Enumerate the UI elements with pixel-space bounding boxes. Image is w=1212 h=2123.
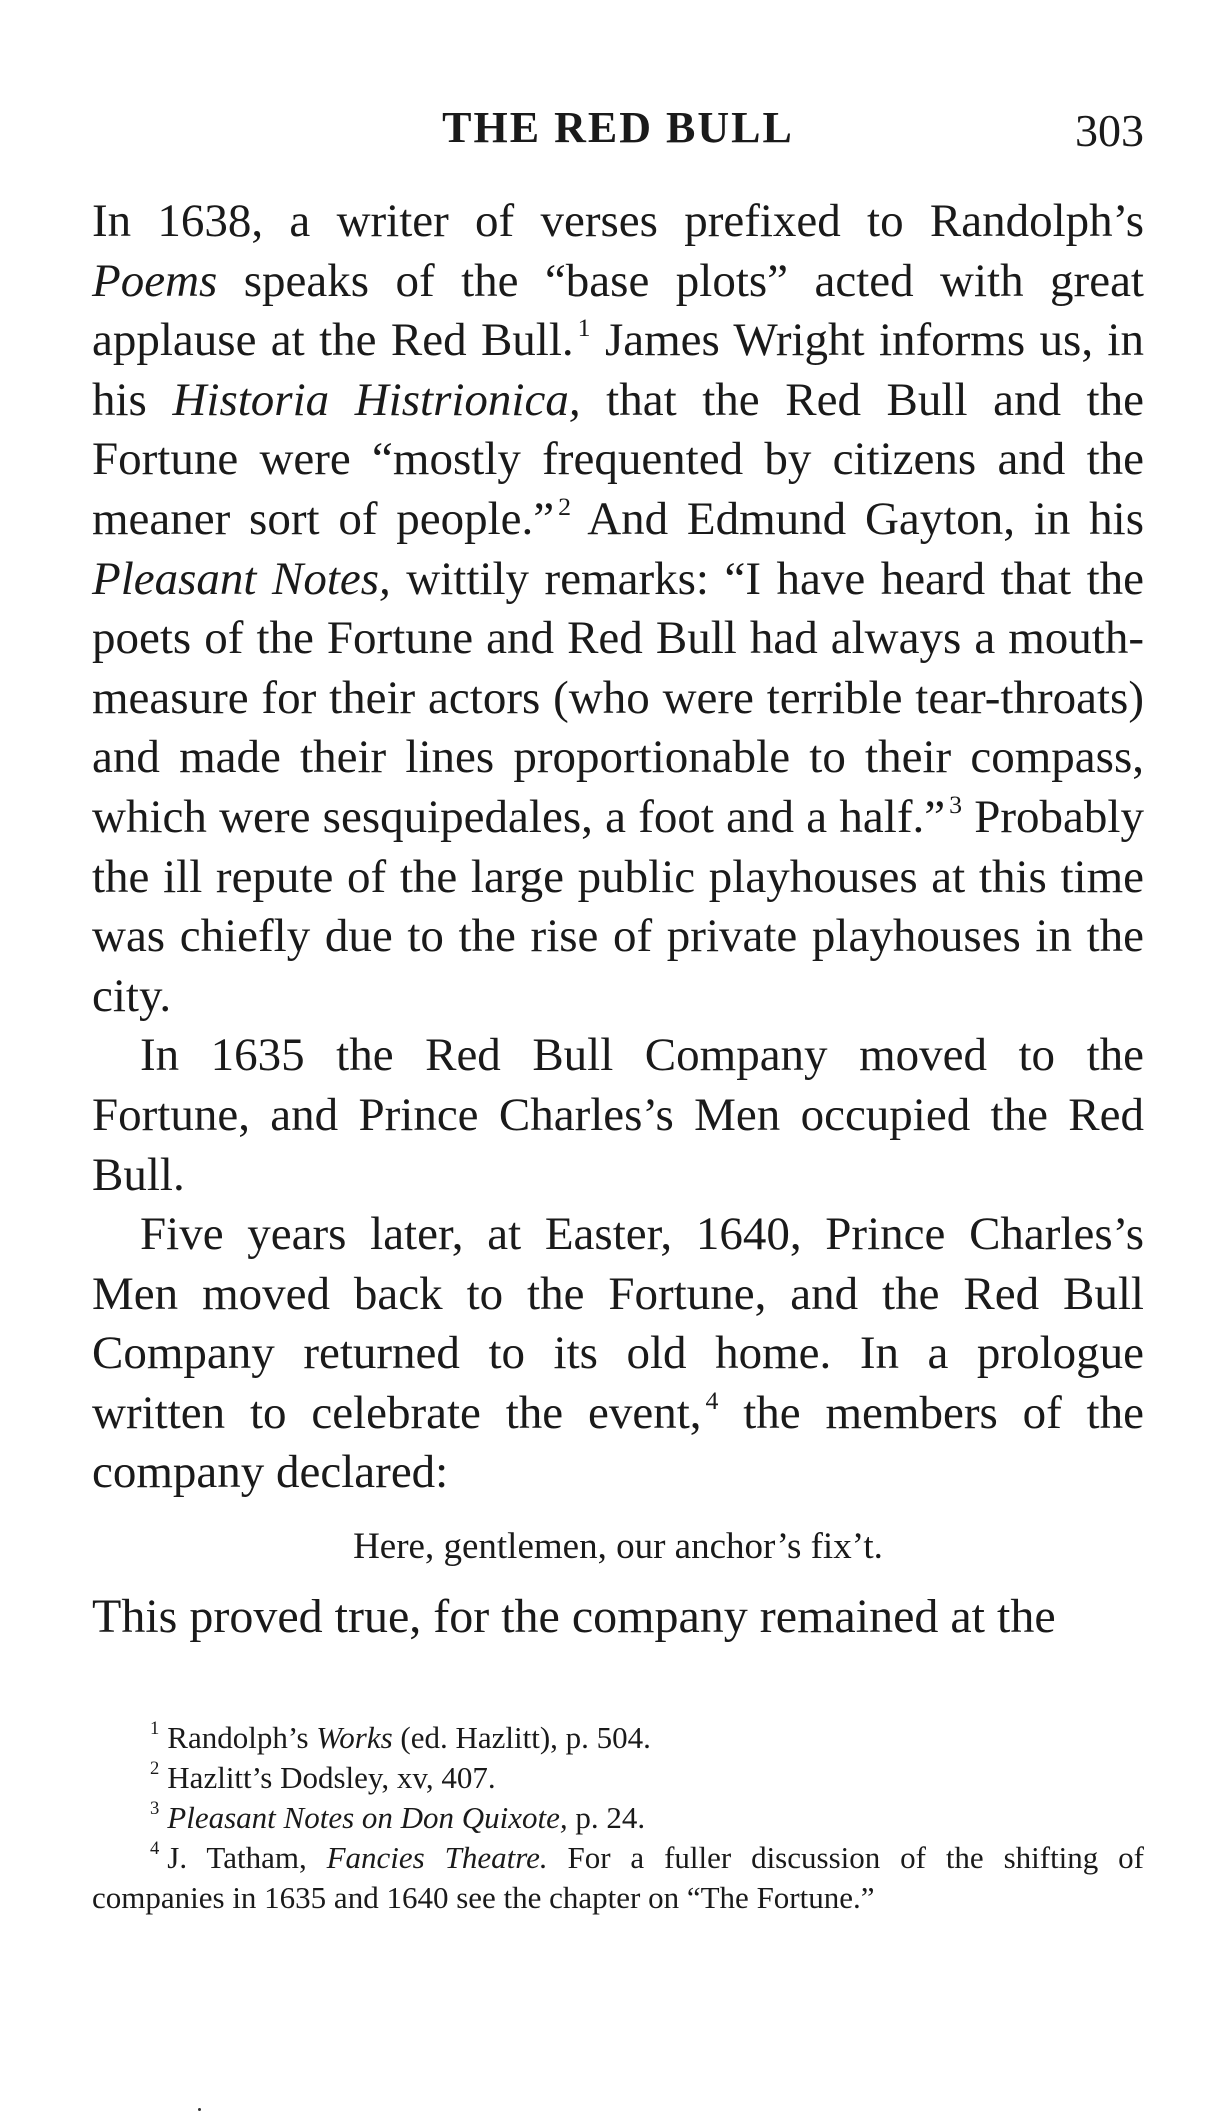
italic-title: Works [316, 1720, 393, 1755]
footnote [92, 1718, 1144, 1758]
text-run: In 1638, a writer of verses prefixed to Randolph’s [92, 195, 1144, 247]
italic-title: Fancies Theatre. [326, 1840, 548, 1875]
paragraph [92, 1205, 1144, 1503]
footnotes [92, 1718, 1144, 1918]
text-run: (ed. Hazlitt), p. 504. [392, 1720, 651, 1755]
text-run: In 1635 the Red Bull Company moved to the Fortune, and Prince Charles’s Men occupied the Red Bull. [92, 1029, 1144, 1201]
text-run: p. 24. [567, 1800, 646, 1835]
footnote-marker: 3 [150, 1798, 160, 1820]
footnote-marker: 1 [150, 1718, 160, 1740]
footnote-reference: 1 [577, 312, 591, 342]
text-run: Probably the ill repute of the large public playhouses at this time was chiefly due to the rise of private playhouses in the city. [92, 790, 1144, 1022]
footnote [92, 1838, 1144, 1918]
page-header [92, 102, 1144, 162]
footnote [92, 1798, 1144, 1838]
text-run: speaks of the “base plots” acted with great applause at the Red Bull. [92, 254, 1144, 367]
paragraph [92, 192, 1144, 1026]
italic-title: Pleasant Notes, [92, 552, 391, 605]
italic-title: Poems [92, 254, 218, 307]
text-run: Randolph’s [167, 1720, 317, 1755]
text-run: Five years later, at Easter, 1640, Prince Charles’s Men moved back to the Fortune, and the Red Bull Company returned to its old home. In a prologue written to celebrate the event, [92, 1208, 1144, 1439]
body-text [92, 192, 1144, 1646]
footnote-marker: 2 [150, 1758, 160, 1780]
continuation-line: This proved true, for the company remained at the [92, 1589, 1056, 1643]
print-speck [198, 2108, 201, 2111]
text-run: And Edmund Gayton, in his [571, 492, 1144, 545]
italic-title: Historia Histrionica, [172, 373, 581, 426]
page-number: 303 [1075, 105, 1144, 156]
footnote-reference: 4 [705, 1385, 719, 1415]
book-page [92, 0, 1144, 2123]
footnote [92, 1758, 1144, 1798]
text-run: the members of the company declared: [92, 1386, 1144, 1499]
footnote-marker: 4 [150, 1838, 160, 1860]
footnote-reference: 2 [558, 491, 572, 521]
paragraphs [92, 192, 1144, 1503]
text-run: that the Red Bull and the Fortune were “mostly frequented by citizens and the meaner sort of people.” [92, 373, 1144, 545]
paragraph [92, 1026, 1144, 1205]
text-run: J. Tatham, [167, 1840, 327, 1875]
running-title: THE RED BULL [442, 103, 794, 152]
text-run: James Wright informs us, in his [92, 314, 1144, 426]
text-run: wittily remarks: “I have heard that the poets of the Fortune and Red Bull had always a mouth-measure for their actors (who were terrible tear-throats) and made their lines proportionable to their compass, which were sesquipedales, a foot and a half.” [92, 552, 1144, 843]
text-run: For a fuller discussion of the shifting of companies in 1635 and 1640 see the chapter on “The Fortune.” [92, 1840, 1144, 1915]
italic-title: Pleasant Notes on Don Quixote, [167, 1800, 568, 1835]
footnote-reference: 3 [949, 789, 963, 819]
verse-quotation: Here, gentlemen, our anchor’s fix’t. [353, 1526, 883, 1568]
text-run: Hazlitt’s Dodsley, xv, 407. [167, 1760, 496, 1795]
